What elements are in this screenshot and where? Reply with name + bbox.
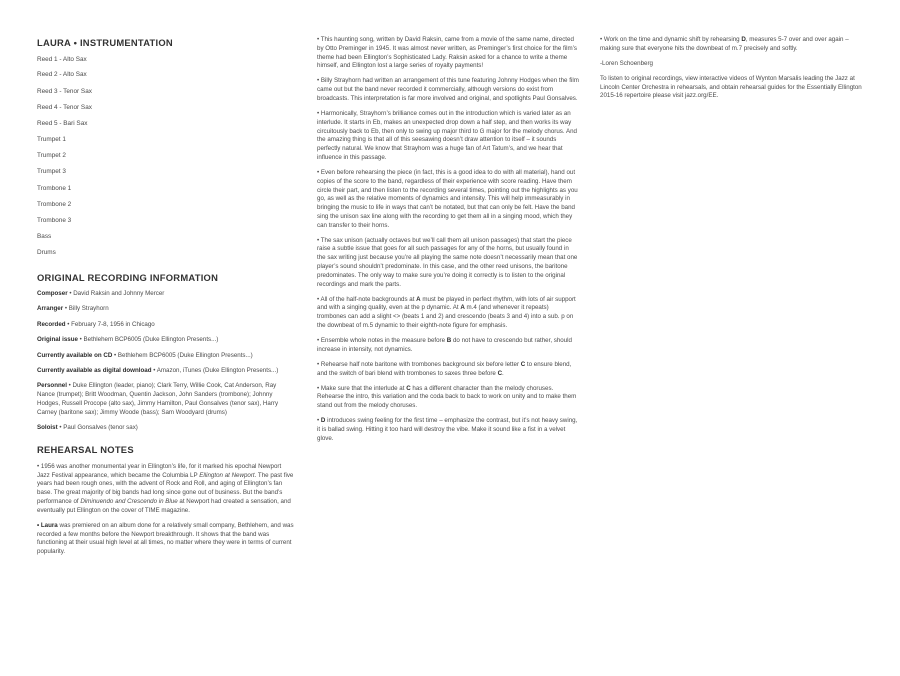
note-text: . The past five years had been rough ones, with the advent of Rock and Roll, and aging of Ellington’s fan base. The great majority of big bands had long since gone out of business. But the band’s performance of	[37, 471, 294, 505]
recorded-label: Recorded	[37, 320, 66, 328]
rehearsal-note-6: • Even before rehearsing the piece (in fact, this is a good idea to do with all material), hand out copies of the score to the band, regardless of their experience with score reading. Have them circle their part, and then listen to the recording several times, pointing out the highlights as you go, as well as the relative moments of dynamics and intensity. This will help immeasurably in bringing the music to life in ways that can’t be notated, but that can only be felt. Have the band sing the unison sax line along with the recording to get them all in a singing mood, which they can transfer to their horns.	[317, 168, 578, 229]
instrument-item: Reed 1 - Alto Sax	[37, 56, 87, 64]
rehearsal-letter: C	[497, 369, 503, 377]
rehearsal-note-5: • Harmonically, Strayhorn’s brilliance comes out in the introduction which is varied later as an interlude. It starts in Eb, makes an unexpected drop down a half step, and then works its way circuitously back to Eb, then only to swing up major third to G major for the melody chorus. And the amazing thing is that all of this seesawing doesn’t draw attention to itself – it sounds perfectly natural. We know that Strayhorn was a huge fan of Art Tatum’s, and we hear that influence in this passage.	[317, 109, 577, 161]
song-title: • Laura	[37, 521, 58, 529]
closing-note: To listen to original recordings, view interactive videos of Wynton Marsalis leading the Jazz at Lincoln Center Orchestra in rehearsals, and obtain rehearsal guides for the Essentially Ellington 2015-16 repertoire please visit jazz.org/EE.	[600, 74, 862, 100]
rehearsal-note-2	[37, 522, 295, 557]
note-text: has a different character than the melody choruses. Rehearse the intro, this variation and the coda back to back to work on unity and to make them stand out from the melody choruses.	[317, 384, 577, 410]
rehearsal-note-7: • The sax unison (actually octaves but we’ll call them all unison passages) that start the piece raise a subtle issue that goes for all such passages for any of the horns, but usually found in the sax writing just because you’re all playing the same note doesn’t necessarily mean that one player’s sound shouldn’t predominate. In this case, and the other reed unisons, the baritone predominates. The only way to make sure you’re doing it correctly is to listen to the original recordings and mark the parts.	[317, 236, 578, 288]
soloist-value: • Paul Gonsalves (tenor sax)	[57, 424, 138, 432]
instrument-item: Trombone 1	[37, 184, 72, 192]
rehearsal-letter: C	[520, 360, 526, 368]
arranger-label: Arranger	[37, 305, 64, 313]
instrument-item: Trombone 2	[37, 200, 72, 208]
original-issue-value: • Bethlehem BCP6005 (Duke Ellington Presents...)	[77, 336, 219, 344]
composer-line	[37, 290, 295, 299]
recording-info	[37, 290, 295, 433]
arranger-value: • Billy Strayhorn	[63, 305, 109, 313]
rehearsal-note-9	[317, 337, 579, 355]
instrument-item: Trumpet 3	[37, 168, 66, 176]
rehearsal-note-11	[317, 385, 579, 411]
rehearsal-note-8	[317, 296, 579, 331]
rehearsal-heading: REHEARSAL NOTES	[37, 444, 134, 456]
personnel-value: • Duke Ellington (leader, piano); Clark Terry, Willie Cook, Cat Anderson, Ray Nance (trumpet); Britt Woodman, Quentin Jackson, John Sanders (trombone); Johnny Hodges, Russell Procope (alto sax), Jimmy Hamilton, Paul Gonsalves (tenor sax), Harry Carney (baritone sax); Jimmy Woode (bass); Sam Woodyard (drums)	[37, 382, 279, 416]
note-text: at Newport had created a sensation, and eventually put Ellington on the cover of TIME magazine.	[37, 497, 291, 514]
instrument-item: Reed 3 - Tenor Sax	[37, 87, 92, 95]
column-right	[600, 36, 862, 107]
rehearsal-letter: D	[320, 417, 326, 425]
column-middle	[317, 36, 579, 450]
composer-value: • David Raksin and Johnny Mercer	[67, 289, 165, 297]
rehearsal-note-1	[37, 463, 295, 516]
arranger-line	[37, 305, 295, 314]
note-text: • 1956 was another monumental year in Ellington’s life, for it marked his epochal Newport Jazz Festival appearance, which became the Columbia LP	[37, 462, 282, 479]
note-text: m.4 (and whenever it repeats) trombones can add a slight <> (beats 1 and 2) and crescendo (beats 3 and 4) into a sub. p on the downbeat of m.5 dynamic to their eighth-note figure for emphasis.	[317, 304, 574, 330]
rehearsal-note-3: • This haunting song, written by David Raksin, came from a movie of the same name, directed by Otto Preminger in 1945. It was almost never written, as Preminger’s first choice for the film’s theme had been Ellington’s Sophisticated Lady. Raksin asked for a chance to write a theme himself, and Ellington lost a large series of royalty payments!	[317, 36, 577, 70]
rehearsal-letter: A	[460, 304, 465, 312]
cd-line	[37, 352, 295, 361]
author-signature: -Loren Schoenberg	[600, 59, 653, 67]
rehearsal-letter: B	[446, 337, 452, 345]
note-text: •	[317, 417, 321, 425]
piece-title: Diminuendo and Crescendo in Blue	[80, 497, 178, 505]
digital-label: Currently available as digital download	[37, 366, 152, 374]
cd-value: • Bethlehem BCP6005 (Duke Ellington Presents...)	[112, 351, 253, 359]
instrument-item: Reed 2 - Alto Sax	[37, 71, 87, 79]
note-text: • Make sure that the interlude at	[317, 384, 407, 392]
note-text: must be played in perfect rhythm, with lots of air support and with a singing quality, even at the p dynamic. At	[317, 295, 576, 312]
rehearsal-letter: D	[741, 36, 746, 43]
digital-line	[37, 367, 295, 376]
rehearsal-note-10	[317, 361, 579, 379]
recorded-line	[37, 321, 295, 330]
soloist-line	[37, 424, 295, 433]
rehearsal-letter: A	[416, 295, 421, 303]
instrument-item: Trumpet 1	[37, 136, 66, 144]
instrument-item: Bass	[37, 233, 52, 241]
note-text: .	[502, 369, 504, 377]
personnel-line	[37, 382, 295, 417]
recorded-value: • February 7-8, 1956 in Chicago	[65, 320, 155, 328]
note-text: introduces swing feeling for the first time – emphasize the contrast, but it’s not heavy swing, it is ballad swing. Hitting it too hard will destroy the vibe. Make it sound like a fist in a velvet glove.	[317, 417, 578, 442]
note-text: • Ensemble whole notes in the measure before	[317, 337, 447, 345]
personnel-label: Personnel	[37, 382, 67, 390]
instrument-item: Reed 4 - Tenor Sax	[37, 103, 92, 111]
original-issue-line	[37, 336, 295, 345]
soloist-label: Soloist	[37, 424, 58, 432]
digital-value: • Amazon, iTunes (Duke Ellington Presents...)	[151, 366, 279, 374]
instrumentation-list	[37, 55, 295, 261]
instrument-item: Drums	[37, 249, 56, 257]
recording-heading: ORIGINAL RECORDING INFORMATION	[37, 271, 219, 283]
instrumentation-heading: LAURA • INSTRUMENTATION	[37, 37, 173, 48]
column-left	[37, 36, 295, 563]
note-text: • Work on the time and dynamic shift by rehearsing	[600, 36, 742, 43]
instrument-item: Trumpet 2	[37, 152, 66, 160]
composer-label: Composer	[37, 289, 68, 297]
cd-label: Currently available on CD	[37, 351, 113, 359]
album-title: Ellington at Newport	[199, 471, 255, 479]
note-text: to ensure blend, and the switch of bari blend with trombones to saxes three before	[317, 360, 572, 377]
note-text: do not have to crescendo but rather, should increase in intensity, not dynamics.	[317, 337, 572, 353]
rehearsal-letter: C	[406, 384, 411, 392]
note-text: • All of the half-note backgrounds at	[317, 295, 417, 303]
note-text: • Rehearse half note baritone with trombones background six before letter	[317, 360, 521, 368]
note-text: , measures 5-7 over and over again – making sure that everyone hits the downbeat of m.7 precisely and softly.	[600, 36, 849, 52]
rehearsal-note-13	[600, 36, 862, 54]
original-issue-label: Original issue	[37, 336, 78, 344]
note-text: was premiered on an album done for a relatively small company, Bethlehem, and was recorded a few months before the Newport breakthrough. It shows that the band was functioning at their usual high level at all times, no matter where they were in terms of current popularity.	[37, 521, 294, 556]
instrument-item: Reed 5 - Bari Sax	[37, 119, 88, 127]
rehearsal-note-4: • Billy Strayhorn had written an arrangement of this tune featuring Johnny Hodges when the film came out but the band never recorded it commercially, although versions do exist from broadcasts. This interpretation is far more involved and original, and spotlights Paul Gonsalves.	[317, 77, 579, 102]
instrument-item: Trombone 3	[37, 217, 72, 225]
rehearsal-note-12	[317, 417, 579, 443]
